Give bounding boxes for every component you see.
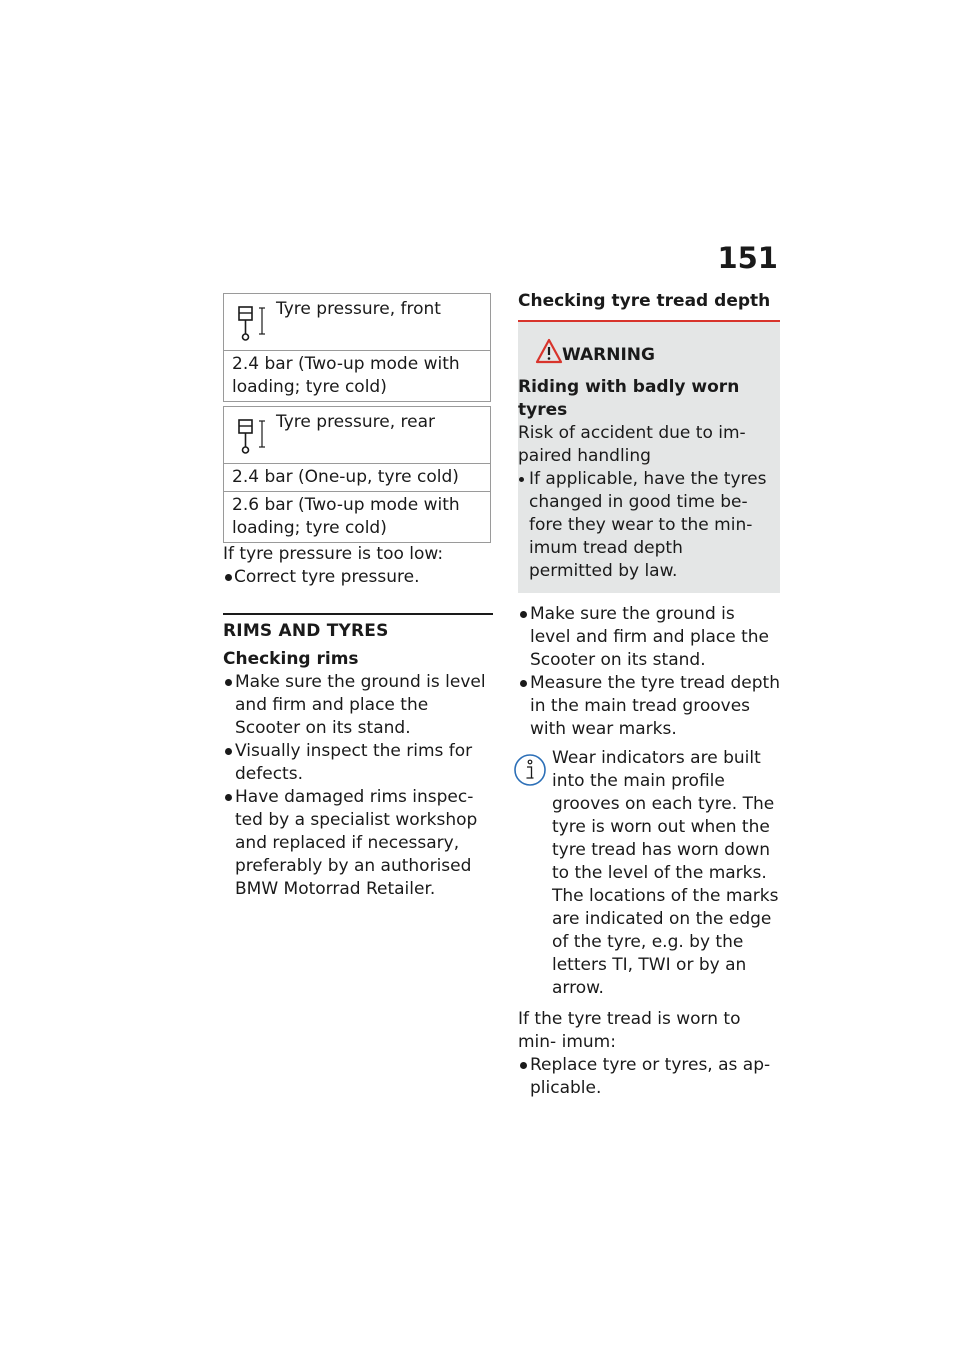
- list-item: Replace tyre or tyres, as ap- plicable.: [518, 1054, 780, 1100]
- spec-value: 2.4 bar (One-up, tyre cold): [232, 467, 459, 487]
- page-number: 151: [717, 241, 778, 275]
- low-pressure-steps: [223, 566, 493, 589]
- worn-intro: If the tyre tread is worn to min- imum:: [518, 1009, 741, 1052]
- warning-steps: [518, 468, 772, 583]
- low-pressure-intro: If tyre pressure is too low:: [223, 544, 444, 564]
- warning-box: [518, 322, 780, 593]
- spec-value: 2.4 bar (Two-up mode with loading; tyre cold): [232, 354, 460, 397]
- warning-heading: Riding with badly worn tyres: [518, 377, 740, 420]
- info-note: [518, 747, 780, 1000]
- spec-label: Tyre pressure, rear: [276, 412, 435, 432]
- list-item: If applicable, have the tyres changed in good time be- fore they wear to the min- imum tread depth permitted by law.: [518, 468, 772, 583]
- warning-word: WARNING: [562, 345, 655, 365]
- list-item: Correct tyre pressure.: [223, 566, 493, 589]
- tread-steps: [518, 603, 780, 741]
- list-item: Measure the tyre tread depth in the main tread grooves with wear marks.: [518, 672, 780, 741]
- list-item: Visually inspect the rims for defects.: [223, 740, 493, 786]
- spec-value: 2.6 bar (Two-up mode with loading; tyre cold): [224, 491, 490, 542]
- list-item: Have damaged rims inspec- ted by a specialist workshop and replaced if necessary, preferably by an authorised BMW Motorrad Retailer.: [223, 786, 493, 901]
- rims-title: Checking rims: [223, 649, 359, 669]
- spec-label: Tyre pressure, front: [276, 299, 441, 319]
- rims-steps: [223, 671, 493, 901]
- section-divider: [223, 613, 493, 615]
- left-column: [223, 293, 493, 901]
- tyre-pressure-gauge-icon: [236, 304, 268, 342]
- worn-steps: [518, 1054, 780, 1100]
- tread-depth-title: Checking tyre tread depth: [518, 291, 771, 311]
- warning-text: Risk of accident due to im- paired handling: [518, 423, 746, 466]
- spec-box-rear: [223, 406, 491, 543]
- section-title: RIMS AND TYRES: [223, 621, 389, 641]
- list-item: Make sure the ground is level and firm and place the Scooter on its stand.: [223, 671, 493, 740]
- right-column: [518, 293, 780, 1100]
- list-item: Make sure the ground is level and firm and place the Scooter on its stand.: [518, 603, 780, 672]
- tyre-pressure-gauge-icon: [236, 417, 268, 455]
- info-icon: [513, 753, 547, 787]
- warning-triangle-icon: [535, 338, 563, 364]
- info-text: Wear indicators are built into the main profile grooves on each tyre. The tyre is worn out when the tyre tread has worn down to the level of the marks. The locations of the marks are indicated on the edge of the tyre, e.g. by the letters TI, TWI or by an arrow.: [552, 748, 779, 998]
- spec-box-front: [223, 293, 491, 402]
